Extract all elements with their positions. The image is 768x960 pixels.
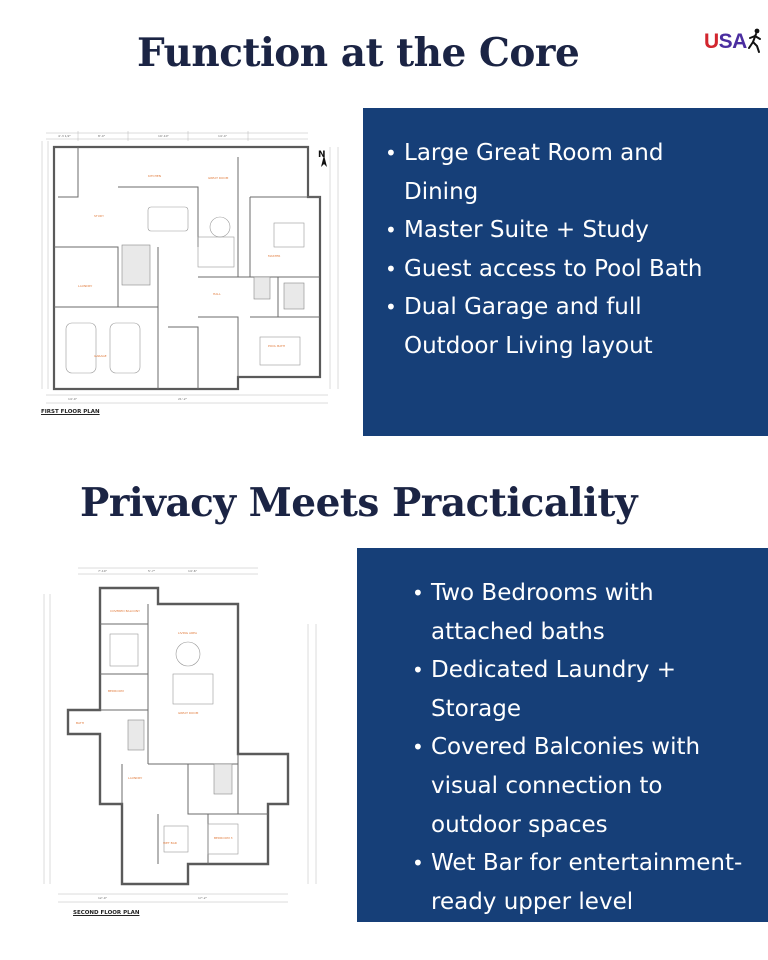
svg-text:WET BAR: WET BAR — [163, 841, 177, 845]
compass-label: N — [318, 150, 326, 160]
north-arrow-icon — [318, 150, 327, 167]
section-heading-function: Function at the Core — [137, 30, 580, 76]
brand-logo — [704, 26, 764, 56]
svg-text:17'-2": 17'-2" — [198, 896, 208, 900]
svg-text:BATH: BATH — [76, 721, 84, 725]
feature-item — [412, 574, 721, 651]
svg-text:BEDROOM: BEDROOM — [108, 689, 124, 693]
svg-text:MASTER: MASTER — [268, 254, 281, 258]
svg-text:GREAT ROOM: GREAT ROOM — [208, 176, 229, 180]
bullet-icon: • — [412, 735, 424, 760]
bullet-icon: • — [385, 256, 397, 281]
usa-logo-icon — [704, 26, 764, 56]
bullet-icon: • — [385, 295, 397, 320]
section-heading-privacy: Privacy Meets Practicality — [80, 480, 637, 526]
svg-text:POOL BATH: POOL BATH — [268, 344, 286, 348]
svg-text:14'-4": 14'-4" — [218, 134, 228, 138]
svg-text:COVERED BALCONY: COVERED BALCONY — [110, 609, 140, 613]
second-floor-plan-drawing — [38, 564, 328, 930]
feature-item — [385, 134, 724, 211]
svg-text:GARAGE: GARAGE — [94, 354, 107, 358]
feature-text: Covered Balconies with visual connection to outdoor spaces — [431, 734, 701, 838]
feature-text: Master Suite + Study — [404, 217, 649, 244]
svg-text:LAUNDRY: LAUNDRY — [128, 776, 143, 780]
feature-text: Wet Bar for entertainment-ready upper level — [431, 850, 743, 915]
first-floor-plan-caption: FIRST FLOOR PLAN — [41, 409, 100, 415]
svg-text:21'-2": 21'-2" — [178, 397, 188, 401]
feature-item — [412, 844, 766, 921]
svg-text:5'-7": 5'-7" — [148, 569, 156, 573]
svg-text:19'-10": 19'-10" — [158, 134, 169, 138]
svg-text:USA: USA — [704, 30, 747, 53]
feature-item — [385, 288, 704, 365]
bullet-icon: • — [385, 218, 397, 243]
bullet-icon: • — [412, 851, 424, 876]
feature-text: Large Great Room and Dining — [404, 140, 664, 205]
svg-text:LIVING AREA: LIVING AREA — [178, 631, 198, 635]
svg-text:BEDROOM 3: BEDROOM 3 — [214, 836, 233, 840]
bullet-icon: • — [412, 581, 424, 605]
svg-text:7'-10": 7'-10" — [98, 569, 108, 573]
svg-text:14'-6": 14'-6" — [188, 569, 198, 573]
svg-text:STUDY: STUDY — [94, 214, 104, 218]
first-floor-plan-drawing — [38, 127, 350, 427]
svg-text:8'-0": 8'-0" — [98, 134, 106, 138]
running-figure-icon — [749, 29, 760, 52]
feature-item — [385, 250, 744, 289]
svg-text:4'-3 1/2": 4'-3 1/2" — [58, 134, 71, 138]
svg-text:LAUNDRY: LAUNDRY — [78, 284, 93, 288]
feature-text: Guest access to Pool Bath — [404, 255, 703, 282]
feature-item — [385, 211, 724, 250]
svg-text:GREAT ROOM: GREAT ROOM — [178, 711, 199, 715]
feature-text: Two Bedrooms with attached baths — [431, 580, 654, 645]
svg-text:14'-0": 14'-0" — [68, 397, 78, 401]
feature-text: Dedicated Laundry + Storage — [431, 657, 676, 722]
feature-item — [412, 651, 721, 728]
feature-item — [412, 728, 731, 844]
svg-text:12'-0": 12'-0" — [98, 896, 108, 900]
feature-text: Dual Garage and full Outdoor Living layout — [404, 294, 653, 359]
bullet-icon: • — [412, 658, 424, 683]
function-features-list — [385, 134, 744, 366]
svg-text:HALL: HALL — [213, 292, 221, 296]
svg-text:KITCHEN: KITCHEN — [148, 174, 161, 178]
second-floor-plan-caption: SECOND FLOOR PLAN — [73, 910, 140, 916]
bullet-icon: • — [385, 141, 397, 165]
privacy-features-list — [412, 574, 766, 921]
